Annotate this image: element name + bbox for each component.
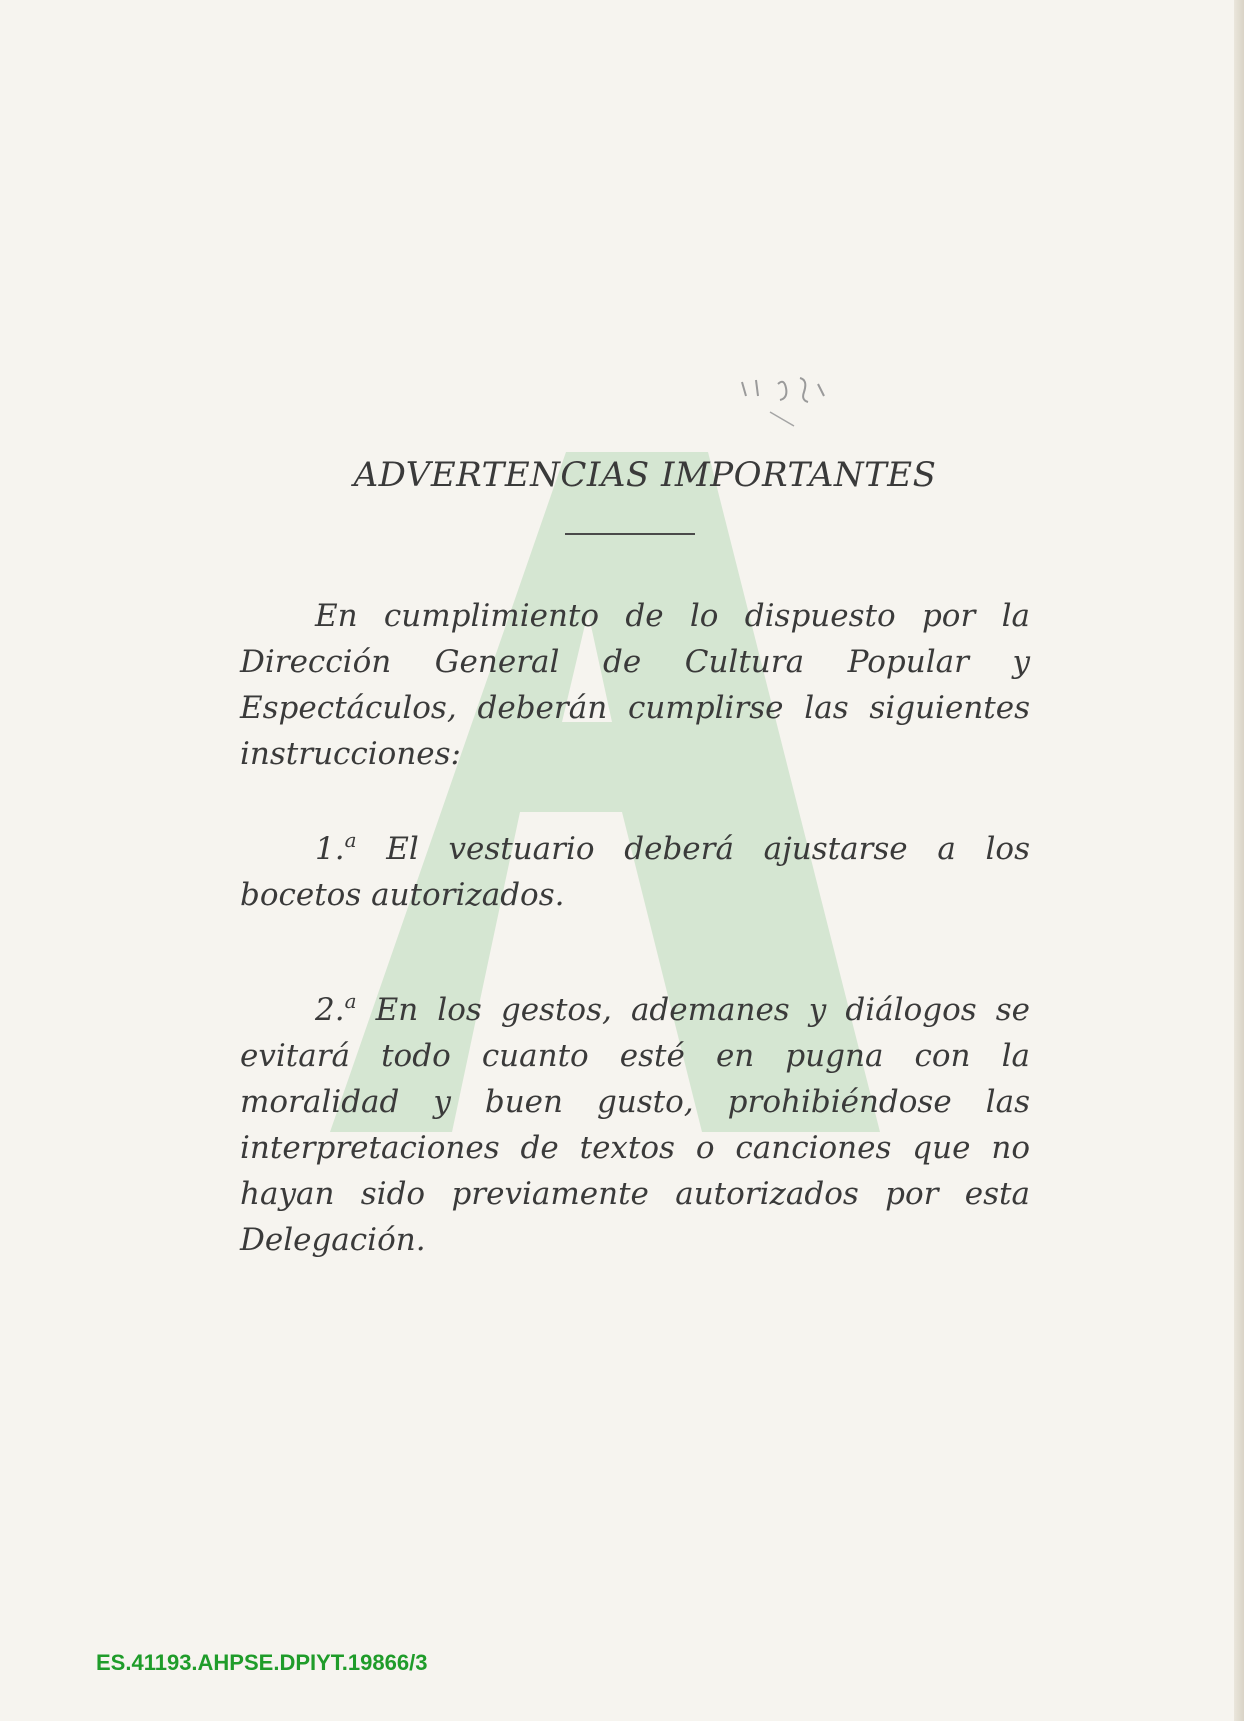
item-2-text: En los gestos, ademanes y diálogos se evitará todo cuanto esté en pugna con la moralidad y buen gusto, prohibiéndose las interpretaciones de textos o canciones que no hayan sido previamente autorizados por esta Delegación. [240, 992, 1030, 1258]
item-1-ordinal: a [344, 828, 357, 852]
pencil-mark [730, 360, 860, 430]
document-title: ADVERTENCIAS IMPORTANTES [353, 455, 937, 495]
item-2-ordinal: a [344, 989, 357, 1013]
archive-reference: ES.41193.AHPSE.DPIYT.19866/3 [96, 1650, 428, 1675]
item-2-number: 2. [315, 992, 345, 1028]
title-underline [565, 533, 695, 535]
instruction-item-2 [240, 978, 1030, 1263]
item-1-text: El vestuario deberá ajustarse a los bocetos autorizados. [240, 831, 1031, 913]
intro-paragraph: En cumplimiento de lo dispuesto por la Dirección General de Cultura Popular y Espectáculos, deberán cumplirse las siguientes instrucciones: [240, 598, 1030, 772]
instruction-item-1 [240, 817, 1030, 918]
item-1-number: 1. [315, 831, 345, 867]
instructions-block [240, 455, 1030, 1263]
